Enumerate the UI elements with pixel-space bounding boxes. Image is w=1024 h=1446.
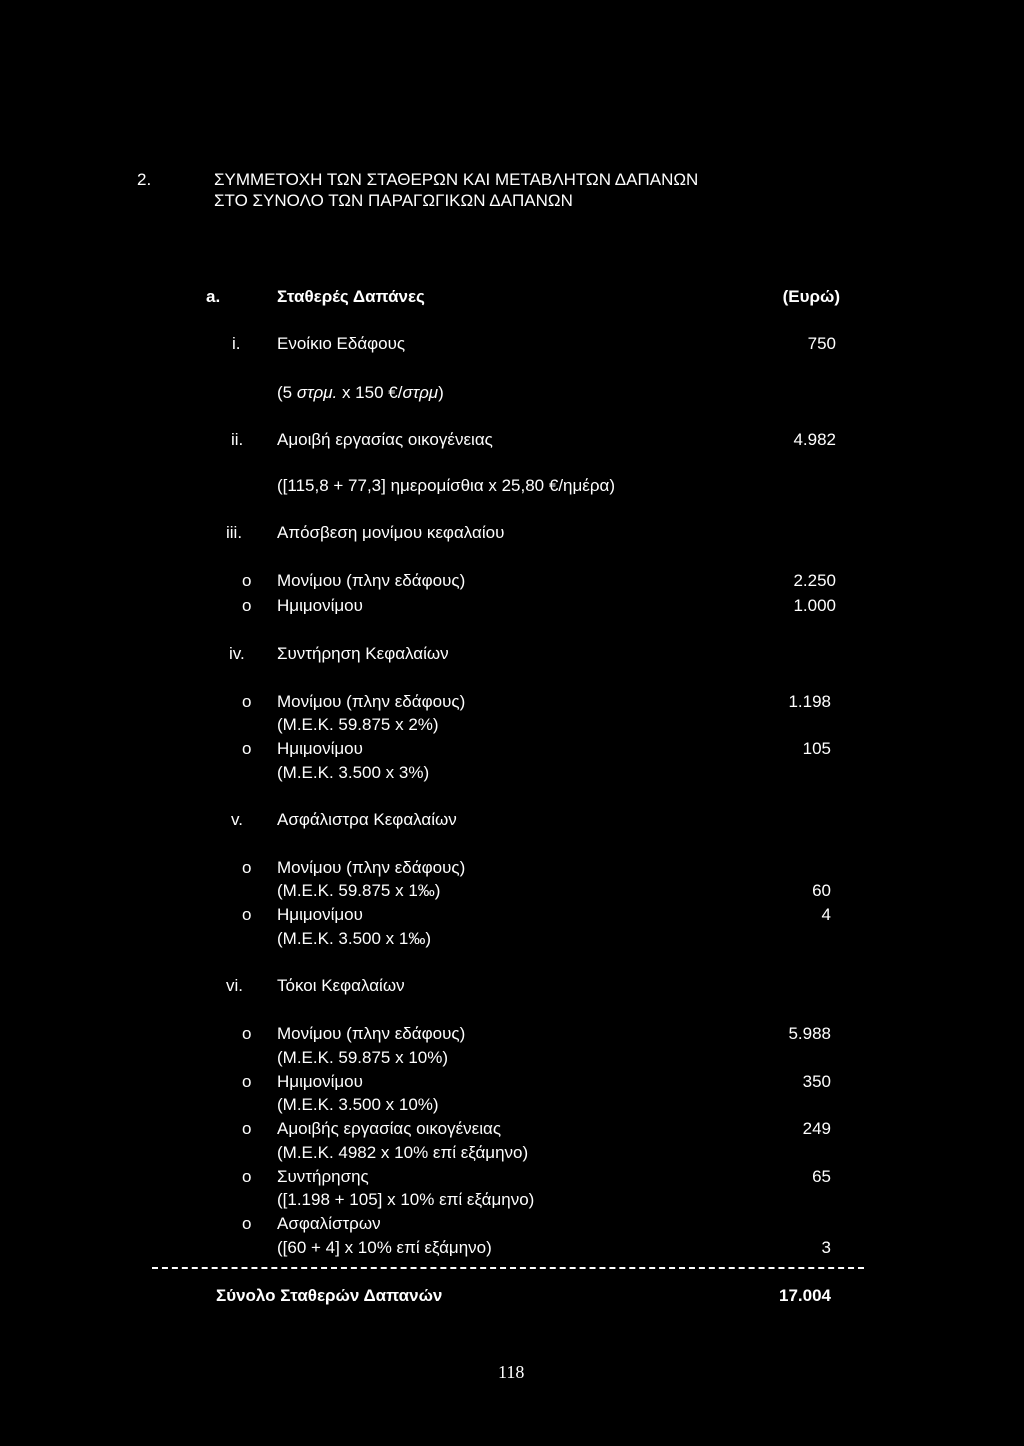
item-iii-sub-2-label: Ημιμονίμου: [277, 596, 363, 615]
section-a-title: Σταθερές Δαπάνες: [277, 287, 425, 306]
item-iii-marker: iii.: [226, 523, 243, 542]
bullet: o: [242, 1024, 252, 1043]
item-iv-marker: iv.: [229, 644, 245, 663]
item-iv-sub-1-label: Μονίμου (πλην εδάφους): [277, 692, 466, 711]
item-i-note-post: ): [438, 383, 444, 402]
bullet: o: [242, 739, 252, 758]
item-i-note-unit1: στρμ.: [296, 383, 338, 402]
item-vi-sub-1-note: (Μ.Ε.Κ. 59.875 x 10%): [277, 1048, 449, 1067]
item-v-sub-1-note: (Μ.Ε.Κ. 59.875 x 1‰): [277, 881, 441, 900]
item-vi-sub-5-value: 3: [821, 1238, 831, 1257]
item-vi-sub-4-label: Συντήρησης: [277, 1167, 369, 1186]
bullet: o: [242, 1072, 252, 1091]
item-iv-sub-1-value: 1.198: [788, 692, 831, 711]
item-i-note-unit2: στρμ: [402, 383, 439, 402]
bullet: o: [242, 571, 252, 590]
bullet: o: [242, 596, 252, 615]
item-vi-sub-5-note: ([60 + 4] x 10% επί εξάμηνο): [277, 1238, 492, 1257]
item-iv-label: Συντήρηση Κεφαλαίων: [277, 644, 449, 663]
item-i-label: Ενοίκιο Εδάφους: [277, 334, 406, 353]
item-vi-sub-2-value: 350: [802, 1072, 831, 1091]
item-ii-label: Αμοιβή εργασίας οικογένειας: [277, 430, 493, 449]
item-iv-sub-1-note: (Μ.Ε.Κ. 59.875 x 2%): [277, 715, 439, 734]
item-iv-sub-2-value: 105: [802, 739, 831, 758]
item-vi-sub-1-value: 5.988: [788, 1024, 831, 1043]
dashed-divider: [152, 1267, 864, 1269]
item-i-note-pre: (5: [277, 383, 297, 402]
item-iv-sub-2-note: (Μ.Ε.Κ. 3.500 x 3%): [277, 763, 430, 782]
item-v-label: Ασφάλιστρα Κεφαλαίων: [277, 810, 457, 829]
item-vi-label: Τόκοι Κεφαλαίων: [277, 976, 405, 995]
section-a-marker: a.: [206, 287, 221, 306]
item-iv-sub-2-label: Ημιμονίμου: [277, 739, 363, 758]
item-ii-value: 4.982: [793, 430, 836, 449]
item-vi-marker: vi.: [226, 976, 243, 995]
item-i-note: [277, 383, 444, 403]
item-vi-sub-5-label: Ασφαλίστρων: [277, 1214, 381, 1233]
item-i-note-mid: x 150 €/: [337, 383, 403, 402]
bullet: o: [242, 1119, 252, 1138]
bullet: o: [242, 1167, 252, 1186]
item-v-marker: v.: [231, 810, 243, 829]
item-iii-sub-1-value: 2.250: [793, 571, 836, 590]
total-label: Σύνολο Σταθερών Δαπανών: [216, 1286, 443, 1305]
bullet: o: [242, 858, 252, 877]
item-vi-sub-1-label: Μονίμου (πλην εδάφους): [277, 1024, 466, 1043]
item-v-sub-2-label: Ημιμονίμου: [277, 905, 363, 924]
total-value: 17.004: [779, 1286, 831, 1305]
bullet: o: [242, 692, 252, 711]
item-vi-sub-4-value: 65: [812, 1167, 831, 1186]
heading-line-2: ΣΤΟ ΣΥΝΟΛΟ ΤΩΝ ΠΑΡΑΓΩΓΙΚΩΝ ΔΑΠΑΝΩΝ: [214, 191, 573, 210]
heading-number: 2.: [137, 170, 152, 189]
item-vi-sub-3-value: 249: [802, 1119, 831, 1138]
item-ii-note: ([115,8 + 77,3] ημερομίσθια x 25,80 €/ημέρα): [277, 476, 616, 495]
item-v-sub-2-note: (Μ.Ε.Κ. 3.500 x 1‰): [277, 929, 431, 948]
currency-label: (Ευρώ): [782, 287, 840, 306]
item-i-value: 750: [807, 334, 836, 353]
bullet: o: [242, 1214, 252, 1233]
item-iii-label: Απόσβεση μονίμου κεφαλαίου: [277, 523, 505, 542]
item-iii-sub-1-label: Μονίμου (πλην εδάφους): [277, 571, 466, 590]
item-vi-sub-2-label: Ημιμονίμου: [277, 1072, 363, 1091]
page-number: 118: [498, 1362, 525, 1382]
item-vi-sub-3-label: Αμοιβής εργασίας οικογένειας: [277, 1119, 502, 1138]
item-vi-sub-3-note: (Μ.Ε.Κ. 4982 x 10% επί εξάμηνο): [277, 1143, 529, 1162]
item-v-sub-1-label: Μονίμου (πλην εδάφους): [277, 858, 466, 877]
item-vi-sub-4-note: ([1.198 + 105] x 10% επί εξάμηνο): [277, 1190, 535, 1209]
bullet: o: [242, 905, 252, 924]
item-ii-marker: ii.: [231, 430, 244, 449]
item-iii-sub-2-value: 1.000: [793, 596, 836, 615]
item-i-marker: i.: [232, 334, 241, 353]
item-vi-sub-2-note: (Μ.Ε.Κ. 3.500 x 10%): [277, 1095, 439, 1114]
item-v-sub-1-value: 60: [812, 881, 831, 900]
heading-line-1: ΣΥΜΜΕΤΟΧΗ ΤΩΝ ΣΤΑΘΕΡΩΝ ΚΑΙ ΜΕΤΑΒΛΗΤΩΝ ΔΑΠΑΝΩΝ: [214, 170, 699, 189]
item-v-sub-2-value: 4: [821, 905, 831, 924]
